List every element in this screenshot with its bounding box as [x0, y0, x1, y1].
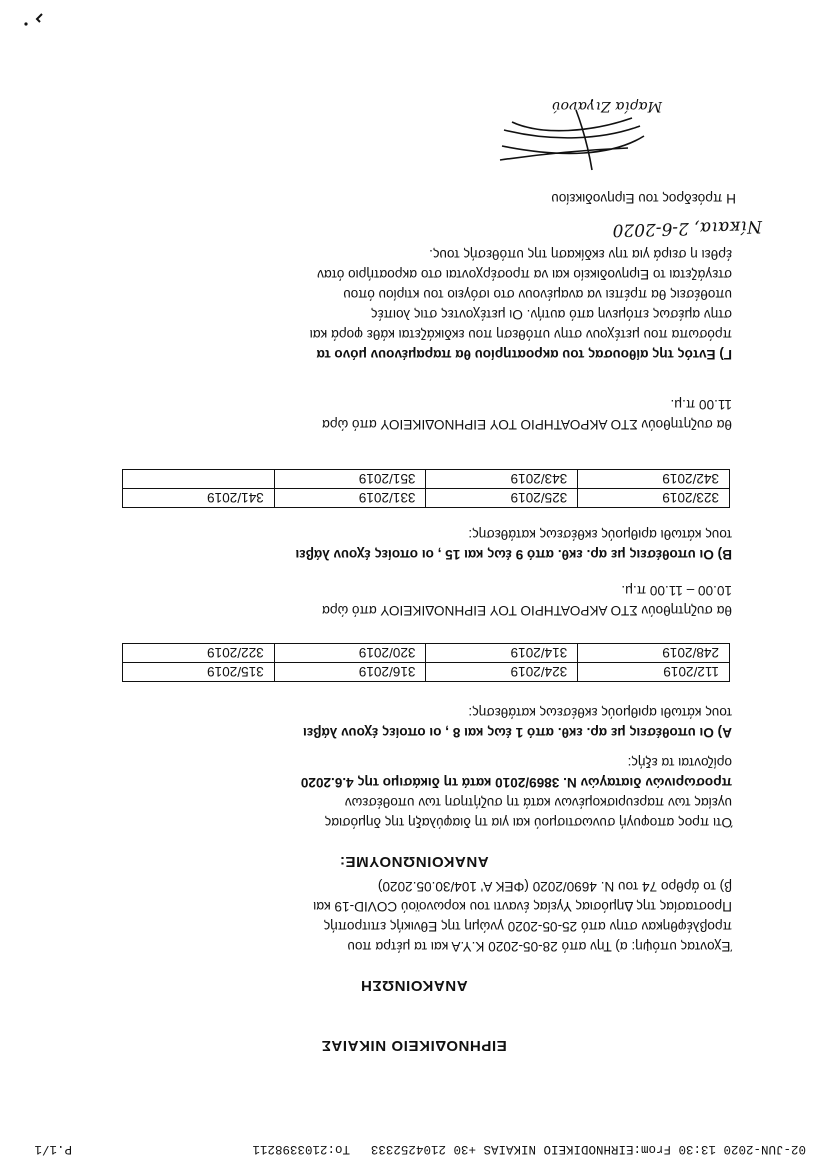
case-table-a: [122, 643, 730, 682]
intro-line: Προστασίας της Δημόσιας Υγείας έναντι του κορωνοϊού COVID-19 και: [313, 899, 732, 914]
table-cell: 343/2019: [426, 470, 578, 489]
section-a-time-line: θα συζητηθούν ΣΤΟ ΑΚΡΟΑΤΗΡΙΟ ΤΟΥ ΕΙΡΗΝΟΔΙΚΕΙΟΥ από ώρα: [321, 603, 732, 618]
signature-scribble-icon: [492, 106, 652, 176]
signature-label: Η πρόεδρος του Ειρηνοδικείου: [551, 191, 736, 206]
table-row: [123, 644, 730, 663]
section-b-line: τους κάτωθι αριθμούς εκθέσεως κατάθεσης:: [468, 527, 732, 542]
fax-header-sender: 02-JUN-2020 13:30 From:EIRHNODIKEIO NIKAIAS +30 2104252333: [370, 1142, 806, 1156]
fax-header-recipient: To:2103398211: [252, 1142, 350, 1156]
announcement-title: ΑΝΑΚΟΙΝΩΣΗ: [360, 977, 468, 994]
section-b-time-line: θα συζητηθούν ΣΤΟ ΑΚΡΟΑΤΗΡΙΟ ΤΟΥ ΕΙΡΗΝΟΔΙΚΕΙΟΥ από ώρα: [321, 417, 732, 432]
section-b-heading: [92, 524, 732, 564]
purpose-line: Ότι προς αποφυγή συνωστισμού και για τη διαφύλαξη της δημόσιας: [324, 815, 732, 830]
section-c-line: πρόσωπα που μετέχουν στην υπόθεση που εκδικάζεται κάθε φορά και: [309, 327, 732, 342]
intro-line: β) το άρθρο 74 του Ν. 4690/2020 (ΦΕΚ Α' 104/30.05.2020): [377, 879, 732, 894]
table-cell: 323/2019: [578, 489, 730, 508]
section-a-line: τους κάτωθι αριθμούς εκθέσεως κατάθεσης:: [468, 705, 732, 720]
table-cell: 315/2019: [123, 663, 275, 682]
handwritten-date: Νίκαια, 2-6-2020: [612, 216, 763, 240]
table-cell: 248/2019: [578, 644, 730, 663]
purpose-paragraph: [92, 752, 732, 832]
section-c-line: στεγάζεται το Ειρηνοδικείο και να προσέρχονται στο ακροατήριο όταν: [317, 267, 732, 282]
table-cell: 320/2019: [274, 644, 426, 663]
purpose-line: προσωρινών διαταγών Ν. 3869/2010 κατά τη δικάσιμο της 4.6.2020: [300, 775, 732, 790]
section-a-time-line: 10.00 – 11.00 π.μ.: [621, 583, 732, 598]
fax-header-page: P.1/1: [34, 1142, 72, 1156]
section-b-time-line: 11.00 π.μ.: [670, 397, 732, 412]
table-cell: 341/2019: [123, 489, 275, 508]
section-b-line: Β) Οι υποθέσεις με αρ. εκθ. από 9 έως και 15 , οι οποίες έχουν λάβει: [295, 547, 732, 562]
section-a-line: Α) Οι υποθέσεις με αρ. εκθ. από 1 έως και 8 , οι οποίες έχουν λάβει: [302, 725, 732, 740]
table-cell: 331/2019: [274, 489, 426, 508]
section-a-heading: [92, 702, 732, 742]
table-cell: 324/2019: [426, 663, 578, 682]
section-c-paragraph: [92, 244, 732, 364]
intro-line: προβλέφθηκαν στην από 25-05-2020 γνώμη της Εθνικής επιτροπής: [323, 919, 732, 934]
section-b-time: [92, 394, 732, 434]
signature-name: Μαρία Ζιγανού: [552, 98, 662, 114]
intro-line: Έχοντας υπόψη: α) Την από 28-05-2020 Κ.Υ.Α και τα μέτρα που: [347, 939, 732, 954]
section-a-time: [92, 580, 732, 620]
court-name: ΕΙΡΗΝΟΔΙΚΕΙΟ ΝΙΚΑΙΑΣ: [321, 1037, 507, 1054]
purpose-line: υγείας των παρευρισκομένων κατά τη συζήτηση των υποθέσεων: [344, 795, 732, 810]
fax-header: [20, 1136, 806, 1156]
table-cell: 322/2019: [123, 644, 275, 663]
purpose-line: ορίζονται τα εξής:: [627, 755, 732, 770]
table-cell: [123, 470, 275, 489]
table-cell: 314/2019: [426, 644, 578, 663]
table-row: [123, 470, 730, 489]
table-row: [123, 489, 730, 508]
announce-subtitle: ΑΝΑΚΟΙΝΩΝΟΥΜΕ:: [339, 853, 489, 870]
intro-paragraph: [92, 876, 732, 956]
section-c-line: στην αμέσως επόμενη από αυτήν. Οι μετέχοντες στις λοιπές: [371, 307, 732, 322]
section-c-line: υποθέσεις θα πρέπει να αναμένουν στο ισόγειο του κτιρίου όπου: [343, 287, 732, 302]
table-cell: 351/2019: [274, 470, 426, 489]
section-c-line: Γ) Εντός της αίθουσας του ακροατηρίου θα παραμένουν μόνο τα: [316, 347, 732, 362]
table-cell: 112/2019: [578, 663, 730, 682]
table-cell: 342/2019: [578, 470, 730, 489]
fax-mark-icon: [20, 10, 44, 28]
table-cell: 325/2019: [426, 489, 578, 508]
table-cell: 316/2019: [274, 663, 426, 682]
case-table-b: [122, 469, 730, 508]
section-c-line: έρθει η σειρά για την εκδίκαση της υπόθεσής τους.: [429, 247, 732, 262]
table-row: [123, 663, 730, 682]
